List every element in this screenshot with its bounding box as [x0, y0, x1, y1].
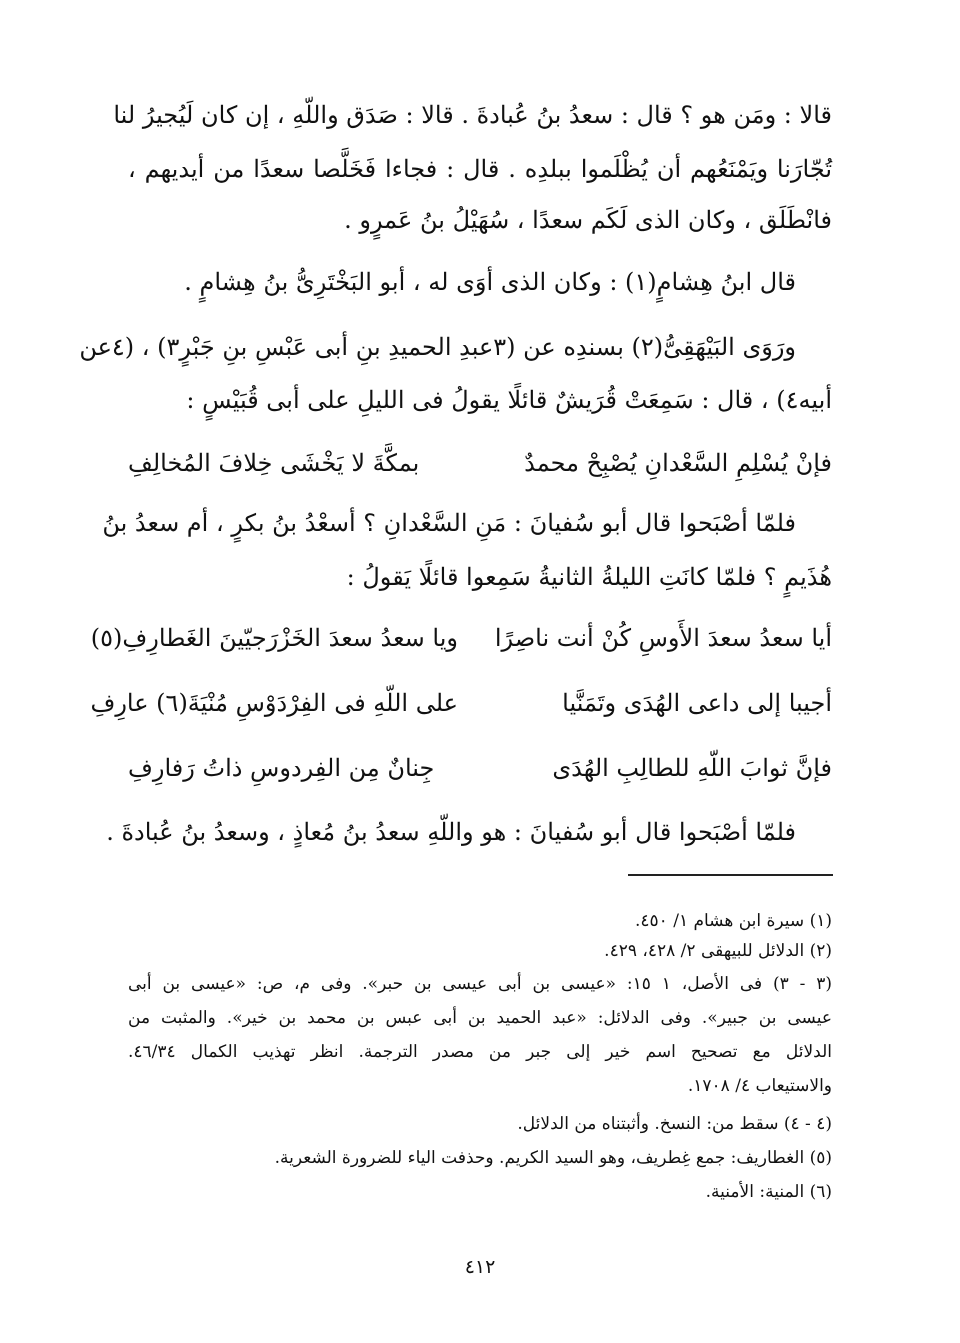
body-line-9: فلمّا أصْبَحوا قال أبو سُفيانَ : هو واللّهِ سعدُ بنُ مُعاذٍ ، وسعدُ بنُ عُبادةَ . — [106, 818, 796, 846]
verse-2-second-hemistich: ويا سعدُ سعدَ الخَزْرَجيّينَ الغَطارِفِ(٥) — [90, 624, 458, 652]
verse-1-second-hemistich: بمكَّةَ لا يَخْشَى خِلافَ المُخالِفِ — [128, 449, 420, 477]
verse-4-second-hemistich: جِنانٌ مِن الفِردوسِ ذاتُ رَفارِفِ — [128, 754, 435, 782]
verse-1-first-hemistich: فإنْ يُسْلِمِ السَّعْدانِ يُصْبِحْ محمدٌ — [524, 449, 832, 477]
footnote-separator — [628, 874, 833, 876]
footnote-5: (٥) الغطاريف: جمع غِطريف، وهو السيد الكريم. وحذفت الياء للضرورة الشعرية. — [274, 1148, 832, 1168]
footnote-3-line-1: (٣ - ٣) فى الأصل، ١ ١٥: «عيسى بن أبى عيسى بن حبر». وفى م، ص: «عيسى بن أبى — [128, 974, 832, 994]
verse-4-first-hemistich: فإنَّ ثوابَ اللّهِ للطالِبِ الهُدَى — [552, 754, 832, 782]
verse-3-second-hemistich: على اللّهِ فى الفِرْدَوْسِ مُنْيَةَ(٦) عارِفِ — [90, 689, 458, 717]
footnote-4: (٤ - ٤) سقط من: النسخ. وأثبتناه من الدلائل. — [517, 1114, 832, 1134]
body-line-1: قالا : ومَن هو ؟ قال : سعدُ بنُ عُبادةَ . قالا : صَدَق واللّهِ ، إن كان لَيُجيرُ لنا — [113, 101, 832, 129]
verse-1 — [128, 443, 832, 483]
body-line-6: أبيه٤) ، قال : سَمِعَتْ قُرَيشٌ قائلًا يقولُ فى الليلِ على أبى قُبَيْسٍ : — [186, 386, 832, 414]
body-line-5: ورَوَى البَيْهَقِىُّ(٢) بسندِه عن (٣عبدِ الحميدِ بنِ أبى عَبْسِ بنِ جَبْرٍ٣) ، (٤عن — [79, 333, 796, 361]
verse-2-first-hemistich: أيا سعدُ سعدَ الأَوسِ كُنْ أنت ناصِرًا — [494, 624, 832, 652]
verse-2 — [90, 618, 832, 658]
footnote-1: (١) سيرة ابن هشام ١/ ٤٥٠. — [634, 911, 832, 931]
body-line-3: فانْطَلَق ، وكان الذى لَكَم سعدًا ، سُهَيْلُ بنُ عَمرٍو . — [344, 206, 832, 234]
verse-4 — [128, 748, 832, 788]
verse-3 — [90, 683, 832, 723]
footnote-3-line-3: الدلائل مع تصحيح اسم خير إلى جبر من مصدر الترجمة. انظر تهذيب الكمال ٤٦/٣٤. — [128, 1042, 832, 1062]
page-number: ٤١٢ — [464, 1256, 496, 1278]
footnote-2: (٢) الدلائل للبيهقى ٢/ ٤٢٨، ٤٢٩. — [604, 941, 832, 961]
body-line-4: قال ابنُ هِشامٍ(١) : وكان الذى أوَى له ، أبو البَخْتَرِىُّ بنُ هِشامٍ . — [184, 268, 796, 296]
body-line-2: تُجّارَنا ويَمْنَعُهم أن يُظْلَموا ببلدِه . قال : فجاءا فَخَلَّصا سعدًا من أيديهم ، — [128, 155, 832, 183]
body-line-8: هُذَيمٍ ؟ فلمّا كانَتِ الليلةُ الثانيةُ سَمِعوا قائلًا يَقولُ : — [346, 563, 832, 591]
footnote-3-line-4: والاستيعاب ٤/ ١٧٠٨. — [687, 1076, 832, 1096]
body-line-7: فلمّا أصْبَحوا قال أبو سُفيانَ : مَنِ السَّعْدانِ ؟ أسعْدُ بنُ بكرٍ ، أم سعدُ بنُ — [102, 509, 796, 537]
verse-3-first-hemistich: أجيبا إلى داعى الهُدَى وتَمَنَّيا — [562, 689, 832, 717]
footnote-6: (٦) المنية: الأمنية. — [705, 1182, 832, 1202]
footnote-3-line-2: عيسى بن جبير». وفى الدلائل: «عبد الحميد بن أبى عبس بن محمد بن خير». والمثبت من — [128, 1008, 832, 1028]
